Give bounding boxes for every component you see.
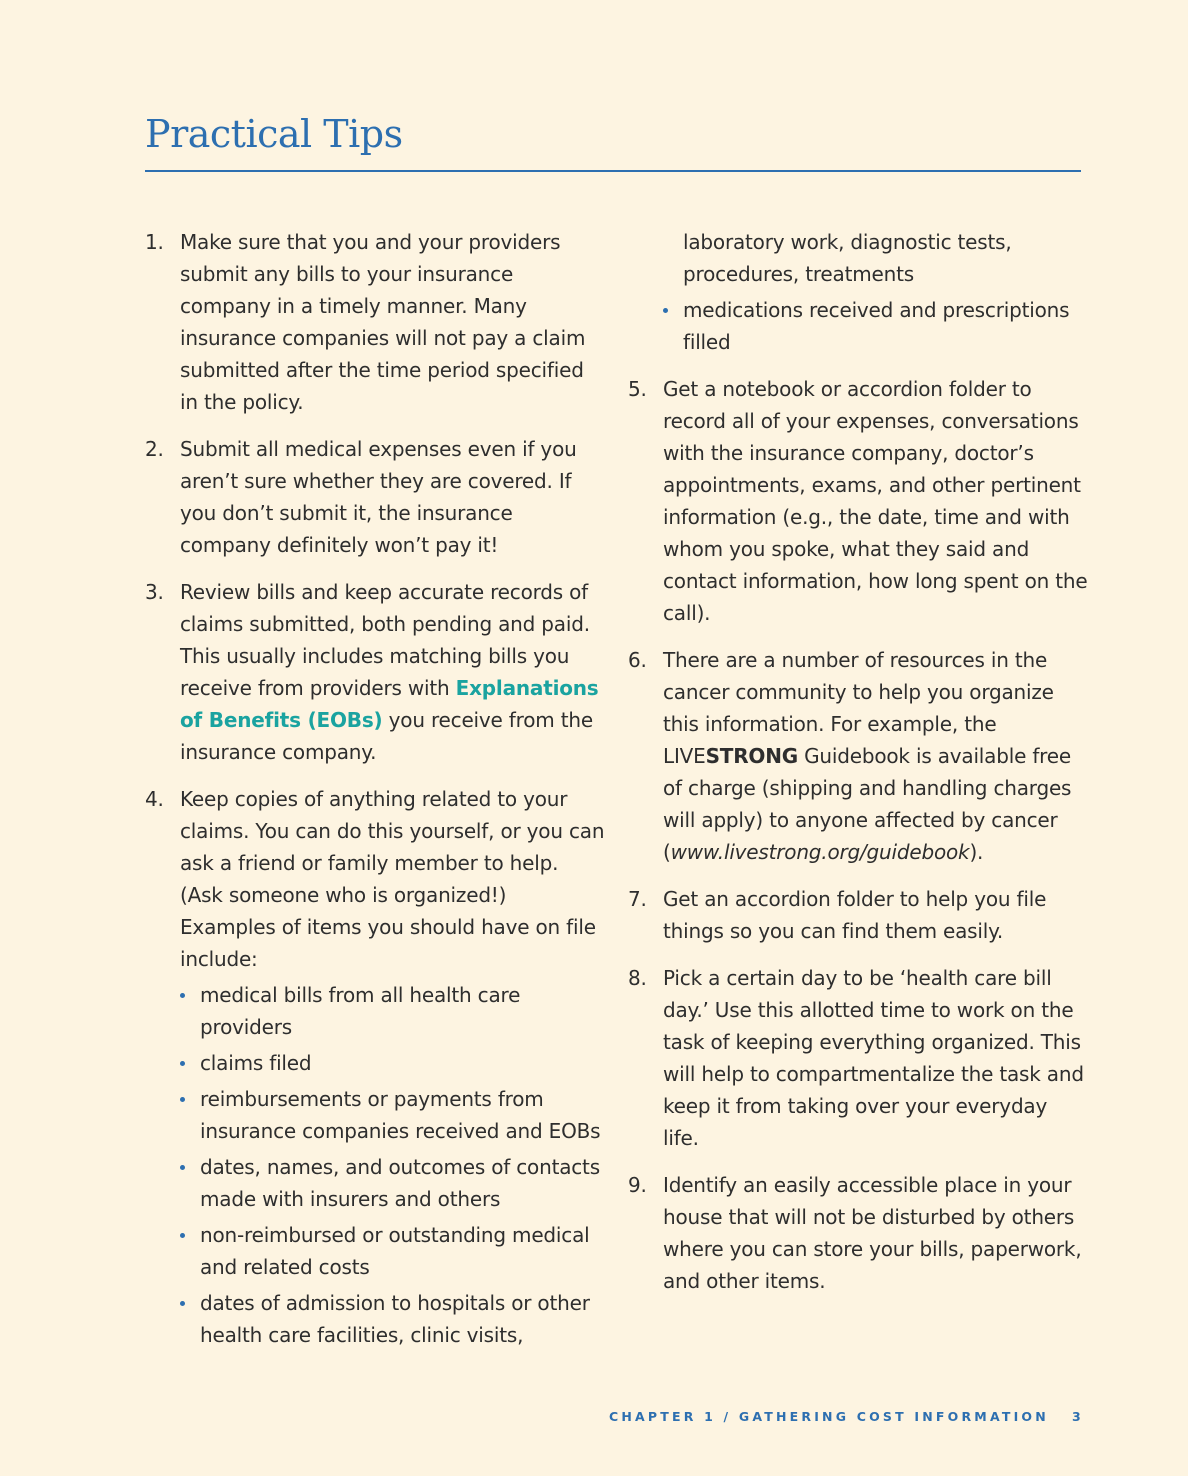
eob-link[interactable]: Explanations of Benefits (EOBs) — [180, 676, 599, 732]
tip-number: 2. — [145, 437, 164, 461]
tip-text: Get an accordion folder to help you file things so you can find them easily. — [663, 887, 1047, 943]
tip-text: Make sure that you and your providers submit any bills to your insurance company in a timely manner. Many insurance companies will not pay a claim submitted after the time period specified in the policy. — [180, 230, 586, 414]
title-divider — [145, 170, 1081, 172]
tip-text-part: Review bills and keep accurate records of claims submitted, both pending and paid. This usually includes matching bills you receive from providers with — [180, 580, 590, 700]
list-item-text: dates, names, and outcomes of contacts made with insurers and others — [200, 1155, 600, 1211]
left-column — [145, 226, 605, 1366]
list-item — [180, 1287, 605, 1351]
tip-number: 7. — [628, 887, 647, 911]
tip-item-2 — [145, 433, 605, 561]
tip-number: 4. — [145, 787, 164, 811]
tip-number: 3. — [145, 580, 164, 604]
tip-item-3 — [145, 576, 605, 768]
tip-text: Pick a certain day to be ‘health care bill day.’ Use this allotted time to work on the task of keeping everything organized. This will help to compartmentalize the task and keep it from taking over your everyday life. — [663, 966, 1084, 1150]
tip-item-6 — [628, 644, 1088, 868]
right-column — [628, 226, 1088, 1312]
page-number: 3 — [1072, 1409, 1081, 1424]
guidebook-url[interactable]: www.livestrong.org/guidebook — [670, 840, 970, 864]
tip-item-4 — [145, 783, 605, 1351]
brand-name-light: LIVE — [663, 744, 706, 768]
tip-number: 9. — [628, 1173, 647, 1197]
list-item — [180, 1047, 605, 1079]
tip-text: Get a notebook or accordion folder to record all of your expenses, conversations with the insurance company, doctor’s appointments, exams, and other pertinent information (e.g., the date, time and with whom you spoke, what they said and contact information, how long spent on the call). — [663, 377, 1088, 625]
tip-item-8 — [628, 962, 1088, 1154]
tip-item-9 — [628, 1169, 1088, 1297]
list-item-text: medical bills from all health care providers — [200, 983, 521, 1039]
bullet-icon — [180, 1233, 185, 1238]
page-title: Practical Tips — [145, 112, 403, 156]
bullet-icon — [180, 1165, 185, 1170]
chapter-footer: CHAPTER 1 / GATHERING COST INFORMATION — [609, 1409, 1049, 1424]
list-item — [180, 1219, 605, 1283]
list-item — [180, 1083, 605, 1147]
bullet-icon — [180, 1061, 185, 1066]
list-item — [663, 294, 1088, 358]
list-item-text: medications received and prescriptions filled — [683, 298, 1070, 354]
bullet-icon — [663, 308, 668, 313]
tip-item-1 — [145, 226, 605, 418]
bullet-icon — [180, 1097, 185, 1102]
tip-text: Submit all medical expenses even if you aren’t sure whether they are covered. If you don’t submit it, the insurance company definitely won’t pay it! — [180, 437, 577, 557]
tip-number: 5. — [628, 377, 647, 401]
bullet-icon — [180, 993, 185, 998]
list-item — [180, 979, 605, 1043]
tip-text-part: There are a number of resources in the cancer community to help you organize this information. For example, the — [663, 648, 1054, 736]
list-item-continued: laboratory work, diagnostic tests, procedures, treatments — [683, 230, 1012, 286]
brand-name-strong: STRONG — [705, 744, 798, 768]
tip-text-part: ). — [969, 840, 984, 864]
tip-number: 1. — [145, 230, 164, 254]
list-item-text: dates of admission to hospitals or other health care facilities, clinic visits, — [200, 1291, 590, 1347]
list-item-text: reimbursements or payments from insurance companies received and EOBs — [200, 1087, 601, 1143]
file-items-list-continued — [663, 294, 1088, 358]
list-item-text: non-reimbursed or outstanding medical and related costs — [200, 1223, 590, 1279]
list-item-text: claims filed — [200, 1051, 312, 1075]
tip-text — [180, 576, 605, 768]
tip-item-7 — [628, 883, 1088, 947]
tip-text: Keep copies of anything related to your claims. You can do this yourself, or you can ask a friend or family member to help. (Ask someone who is organized!) Examples of items you should have on file include: — [180, 787, 605, 971]
tip-text: Identify an easily accessible place in your house that will not be disturbed by others where you can store your bills, paperwork, and other items. — [663, 1173, 1082, 1293]
file-items-list — [180, 979, 605, 1351]
tip-text-part: you receive from the insurance company. — [180, 708, 593, 764]
tip-number: 8. — [628, 966, 647, 990]
tip-item-5 — [628, 373, 1088, 629]
tip-text-part: Guidebook is available free of charge (shipping and handling charges will apply) to anyone affected by cancer ( — [663, 744, 1072, 864]
tip-text — [663, 644, 1088, 868]
bullet-icon — [180, 1301, 185, 1306]
tip-number: 6. — [628, 648, 647, 672]
list-item — [180, 1151, 605, 1215]
